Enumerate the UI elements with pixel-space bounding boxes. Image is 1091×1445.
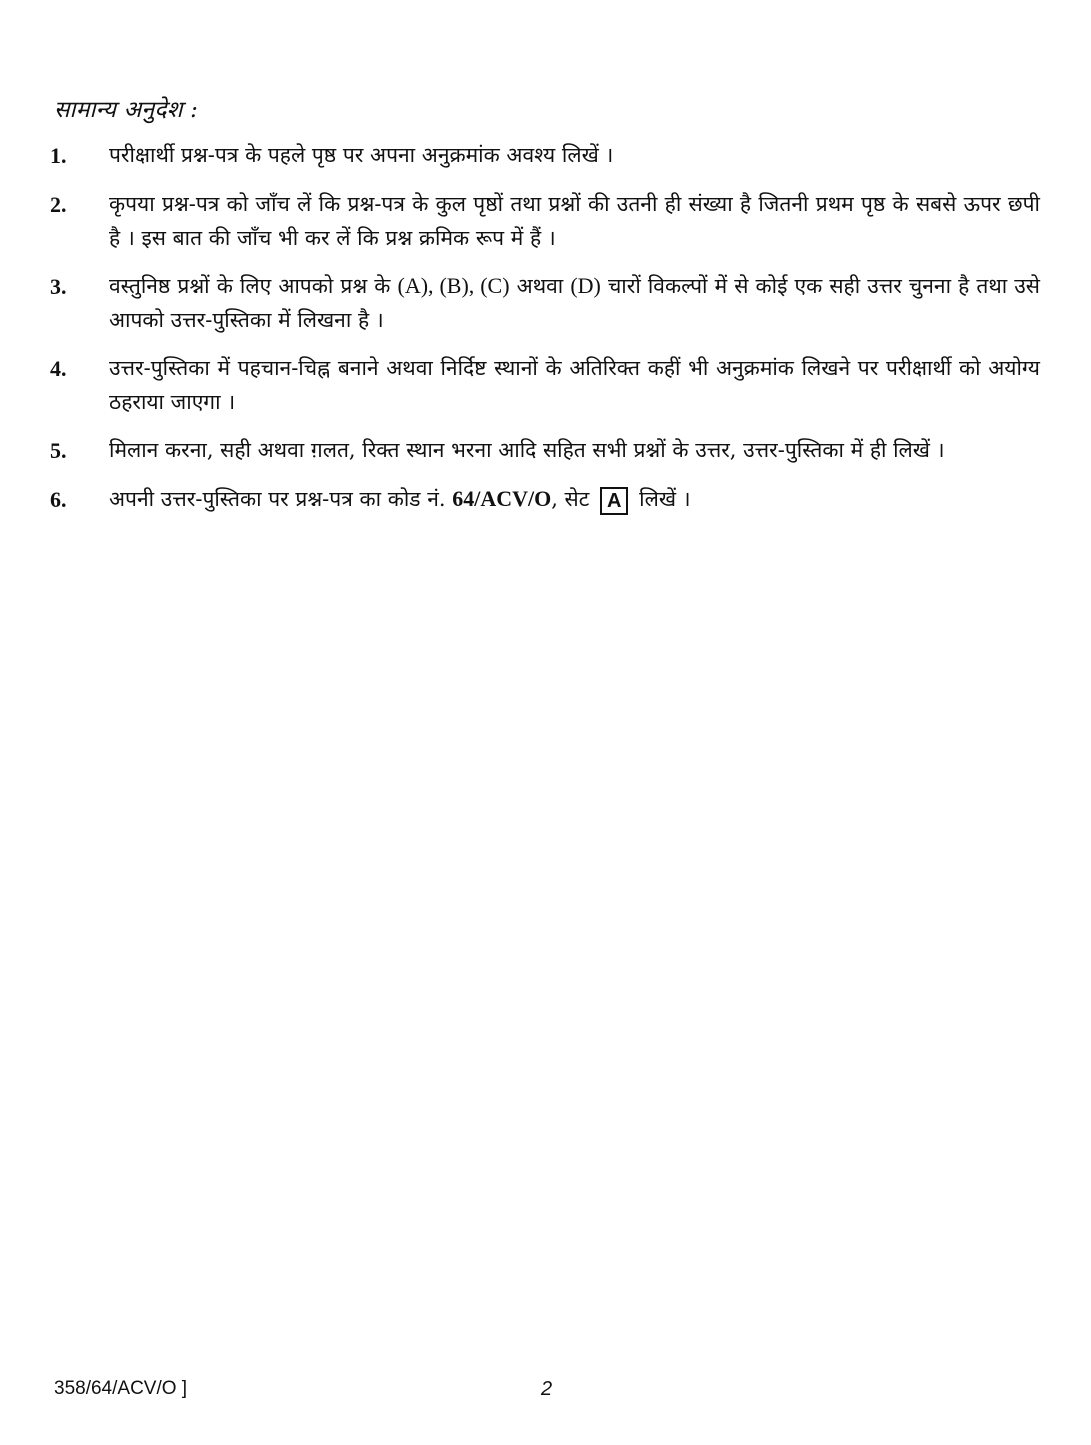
instruction-text: उत्तर-पुस्तिका में पहचान-चिह्न बनाने अथवा निर्दिष्ट स्थानों के अतिरिक्त कहीं भी अनुक्रमांक लिखने पर परीक्षार्थी को अयोग्य ठहराया जाएगा । xyxy=(109,356,1040,414)
option-labels: (A), (B), (C) xyxy=(397,273,510,298)
instruction-number: 5. xyxy=(50,438,67,463)
instruction-item xyxy=(50,187,1040,255)
instruction-text-part: अपनी उत्तर-पुस्तिका पर प्रश्न-पत्र का कोड नं. xyxy=(109,487,453,511)
instruction-number: 6. xyxy=(50,487,67,512)
instruction-number: 4. xyxy=(50,356,67,381)
instruction-text-part: लिखें । xyxy=(632,487,691,511)
instruction-text xyxy=(109,269,1040,337)
instruction-item xyxy=(50,482,1040,517)
instruction-text: मिलान करना, सही अथवा ग़लत, रिक्त स्थान भरना आदि सहित सभी प्रश्नों के उत्तर, उत्तर-पुस्तिका में ही लिखें । xyxy=(109,438,945,462)
instruction-number: 2. xyxy=(50,192,67,217)
instruction-item xyxy=(50,351,1040,419)
footer-paper-code: 358/64/ACV/O ] xyxy=(54,1378,188,1399)
set-box: A xyxy=(600,487,628,515)
option-label-d: (D) xyxy=(570,273,601,298)
instruction-text-part: वस्तुनिष्ठ प्रश्नों के लिए आपको प्रश्न के xyxy=(109,274,398,298)
instruction-text-part: , सेट xyxy=(551,487,597,511)
instruction-item xyxy=(50,269,1040,337)
instructions-heading: सामान्य अनुदेश : xyxy=(54,97,199,123)
instructions-list xyxy=(50,138,1040,531)
instruction-text-part: अथवा xyxy=(509,274,571,298)
instruction-number: 1. xyxy=(50,143,67,168)
instruction-item xyxy=(50,433,1040,468)
question-paper-code: 64/ACV/O xyxy=(452,486,552,511)
instruction-number: 3. xyxy=(50,274,67,299)
instruction-text xyxy=(109,482,1040,516)
page-number: 2 xyxy=(541,1378,553,1400)
instruction-text: कृपया प्रश्न-पत्र को जाँच लें कि प्रश्न-पत्र के कुल पृष्ठों तथा प्रश्नों की उतनी ही संख्या है जितनी प्रथम पृष्ठ के सबसे ऊपर छपी है । इस बात की जाँच भी कर लें कि प्रश्न क्रमिक रूप में हैं । xyxy=(109,192,1040,250)
instruction-text: परीक्षार्थी प्रश्न-पत्र के पहले पृष्ठ पर अपना अनुक्रमांक अवश्य लिखें । xyxy=(109,143,614,167)
instruction-item xyxy=(50,138,1040,173)
instruction-text-part: चारों विकल्पों में से कोई एक सही उत्तर चुनना है तथा उसे आपको उत्तर-पुस्तिका में लिखना है । xyxy=(109,274,1040,332)
